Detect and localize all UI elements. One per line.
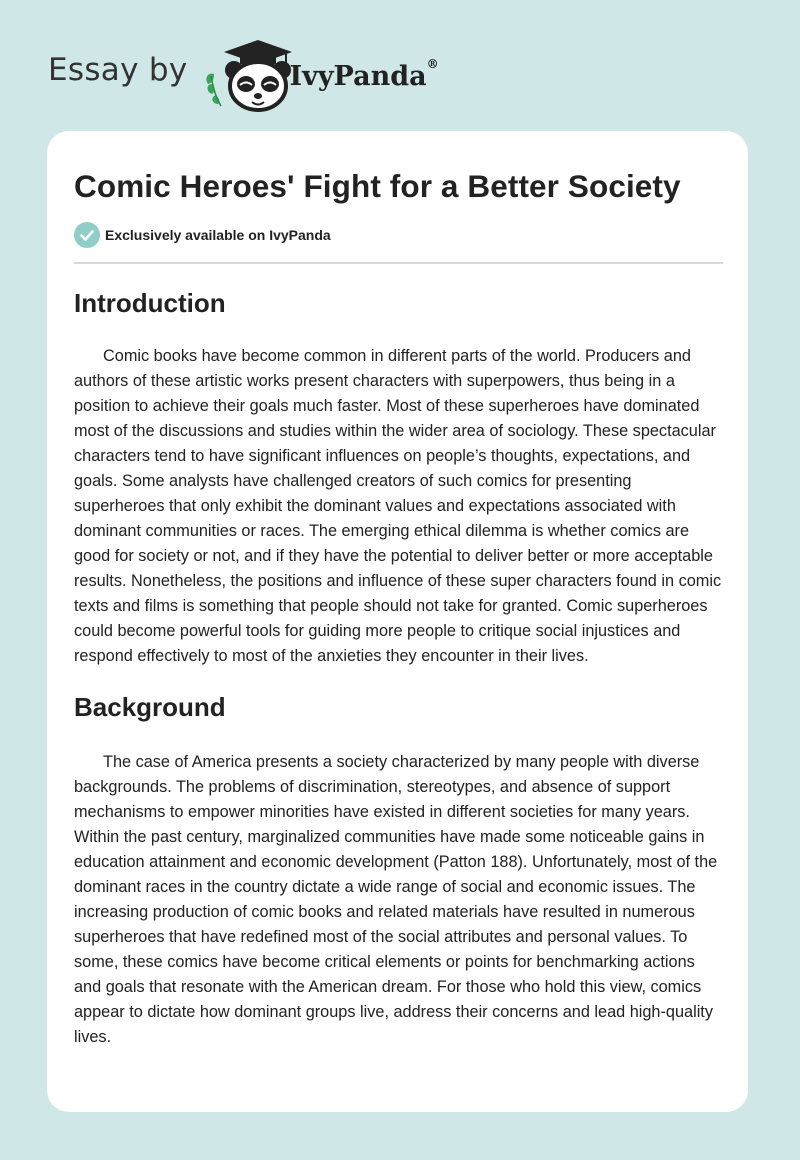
section-heading-introduction: Introduction bbox=[74, 288, 226, 318]
essay-title: Comic Heroes' Fight for a Better Society bbox=[74, 168, 681, 204]
section-paragraph-background: The case of America presents a society characterized by many people with diverse backgrounds. The problems of discrimination, stereotypes, and absence of support mechanisms to empower minorities have existed in different societies for many years. Within the past century, marginalized communities have made some noticeable gains in education attainment and economic development (Patton 188). Unfortunately, most of the dominant races in the country dictate a wide range of social and economic issues. The increasing production of comic books and related materials have resulted in numerous superheroes that have redefined most of the social attributes and personal values. To some, these comics have become critical elements or points for benchmarking actions and goals that resonate with the American dream. For those who hold this view, comics appear to dictate how dominant groups live, address their concerns and lead high-quality lives. bbox=[74, 753, 718, 1046]
panda-graduate-icon[interactable] bbox=[202, 34, 298, 114]
check-circle-icon bbox=[74, 222, 100, 248]
trademark-symbol: ® bbox=[426, 56, 439, 71]
exclusive-badge-text: Exclusively available on IvyPanda bbox=[105, 227, 331, 243]
brand-name-text: IvyPanda bbox=[289, 60, 427, 92]
brand-name[interactable] bbox=[289, 56, 439, 92]
title-divider bbox=[74, 262, 723, 264]
section-heading-background: Background bbox=[74, 692, 226, 722]
exclusive-badge bbox=[74, 222, 723, 248]
essay-card bbox=[47, 131, 748, 1112]
site-header bbox=[48, 34, 439, 114]
section-paragraph-introduction: Comic books have become common in different parts of the world. Producers and authors of these artistic works present characters with superpowers, thus being in a position to achieve their goals much faster. Most of these superheroes have dominated most of the discussions and studies within the wider area of sociology. These spectacular characters tend to have significant influences on people’s thoughts, expectations, and goals. Some analysts have challenged creators of such comics for presenting superheroes that only exhibit the dominant values and expectations associated with dominant communities or races. The emerging ethical dilemma is whether comics are good for society or not, and if they have the potential to deliver better or more acceptable results. Nonetheless, the positions and influence of these super characters found in comic texts and films is something that people should not take for granted. Comic superheroes could become powerful tools for guiding more people to critique social injustices and respond effectively to most of the anxieties they encounter in their lives. bbox=[74, 347, 722, 665]
essay-by-label: Essay by bbox=[48, 52, 188, 88]
